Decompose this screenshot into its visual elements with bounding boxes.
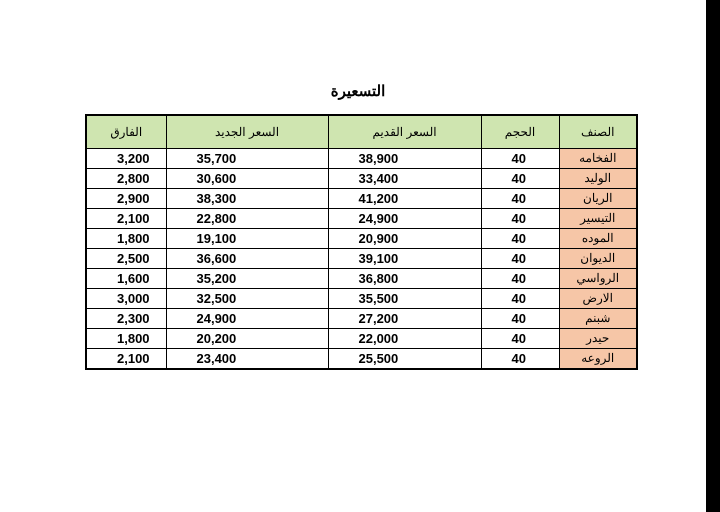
category-cell: الوليد [559, 169, 637, 189]
table-row [86, 189, 637, 209]
difference-cell: 1,600 [86, 269, 166, 289]
size-cell: 40 [481, 229, 559, 249]
table-row [86, 149, 637, 169]
table-row [86, 329, 637, 349]
new-price-cell: 35,700 [166, 149, 328, 169]
table-row [86, 349, 637, 370]
table-row [86, 269, 637, 289]
old-price-cell: 27,200 [328, 309, 481, 329]
difference-cell: 1,800 [86, 229, 166, 249]
new-price-cell: 36,600 [166, 249, 328, 269]
category-cell: الريان [559, 189, 637, 209]
table-row [86, 229, 637, 249]
new-price-cell: 32,500 [166, 289, 328, 309]
old-price-cell: 41,200 [328, 189, 481, 209]
new-price-cell: 24,900 [166, 309, 328, 329]
difference-cell: 2,500 [86, 249, 166, 269]
header-difference: الفارق [86, 115, 166, 149]
table-body [86, 149, 637, 370]
new-price-cell: 20,200 [166, 329, 328, 349]
size-cell: 40 [481, 269, 559, 289]
header-category: الصنف [559, 115, 637, 149]
size-cell: 40 [481, 169, 559, 189]
difference-cell: 2,300 [86, 309, 166, 329]
old-price-cell: 35,500 [328, 289, 481, 309]
category-cell: التيسير [559, 209, 637, 229]
category-cell: الديوان [559, 249, 637, 269]
new-price-cell: 30,600 [166, 169, 328, 189]
table-row [86, 209, 637, 229]
size-cell: 40 [481, 189, 559, 209]
difference-cell: 3,000 [86, 289, 166, 309]
size-cell: 40 [481, 349, 559, 370]
difference-cell: 2,100 [86, 209, 166, 229]
category-cell: الموده [559, 229, 637, 249]
category-cell: حيدر [559, 329, 637, 349]
table-row [86, 289, 637, 309]
category-cell: الفخامه [559, 149, 637, 169]
size-cell: 40 [481, 289, 559, 309]
difference-cell: 3,200 [86, 149, 166, 169]
header-row [86, 115, 637, 149]
difference-cell: 2,900 [86, 189, 166, 209]
header-old-price: السعر القديم [328, 115, 481, 149]
old-price-cell: 33,400 [328, 169, 481, 189]
category-cell: الروعه [559, 349, 637, 370]
size-cell: 40 [481, 249, 559, 269]
old-price-cell: 38,900 [328, 149, 481, 169]
category-cell: الرواسي [559, 269, 637, 289]
old-price-cell: 39,100 [328, 249, 481, 269]
size-cell: 40 [481, 329, 559, 349]
new-price-cell: 22,800 [166, 209, 328, 229]
new-price-cell: 23,400 [166, 349, 328, 370]
table-row [86, 169, 637, 189]
old-price-cell: 24,900 [328, 209, 481, 229]
category-cell: شبنم [559, 309, 637, 329]
new-price-cell: 19,100 [166, 229, 328, 249]
old-price-cell: 36,800 [328, 269, 481, 289]
size-cell: 40 [481, 149, 559, 169]
page-title: التسعيرة [330, 83, 386, 100]
table-row [86, 309, 637, 329]
size-cell: 40 [481, 309, 559, 329]
table-row [86, 249, 637, 269]
header-size: الحجم [481, 115, 559, 149]
old-price-cell: 20,900 [328, 229, 481, 249]
new-price-cell: 38,300 [166, 189, 328, 209]
category-cell: الارض [559, 289, 637, 309]
difference-cell: 2,800 [86, 169, 166, 189]
old-price-cell: 25,500 [328, 349, 481, 370]
header-new-price: السعر الجديد [166, 115, 328, 149]
size-cell: 40 [481, 209, 559, 229]
old-price-cell: 22,000 [328, 329, 481, 349]
new-price-cell: 35,200 [166, 269, 328, 289]
pricing-table [85, 114, 638, 370]
difference-cell: 1,800 [86, 329, 166, 349]
difference-cell: 2,100 [86, 349, 166, 370]
